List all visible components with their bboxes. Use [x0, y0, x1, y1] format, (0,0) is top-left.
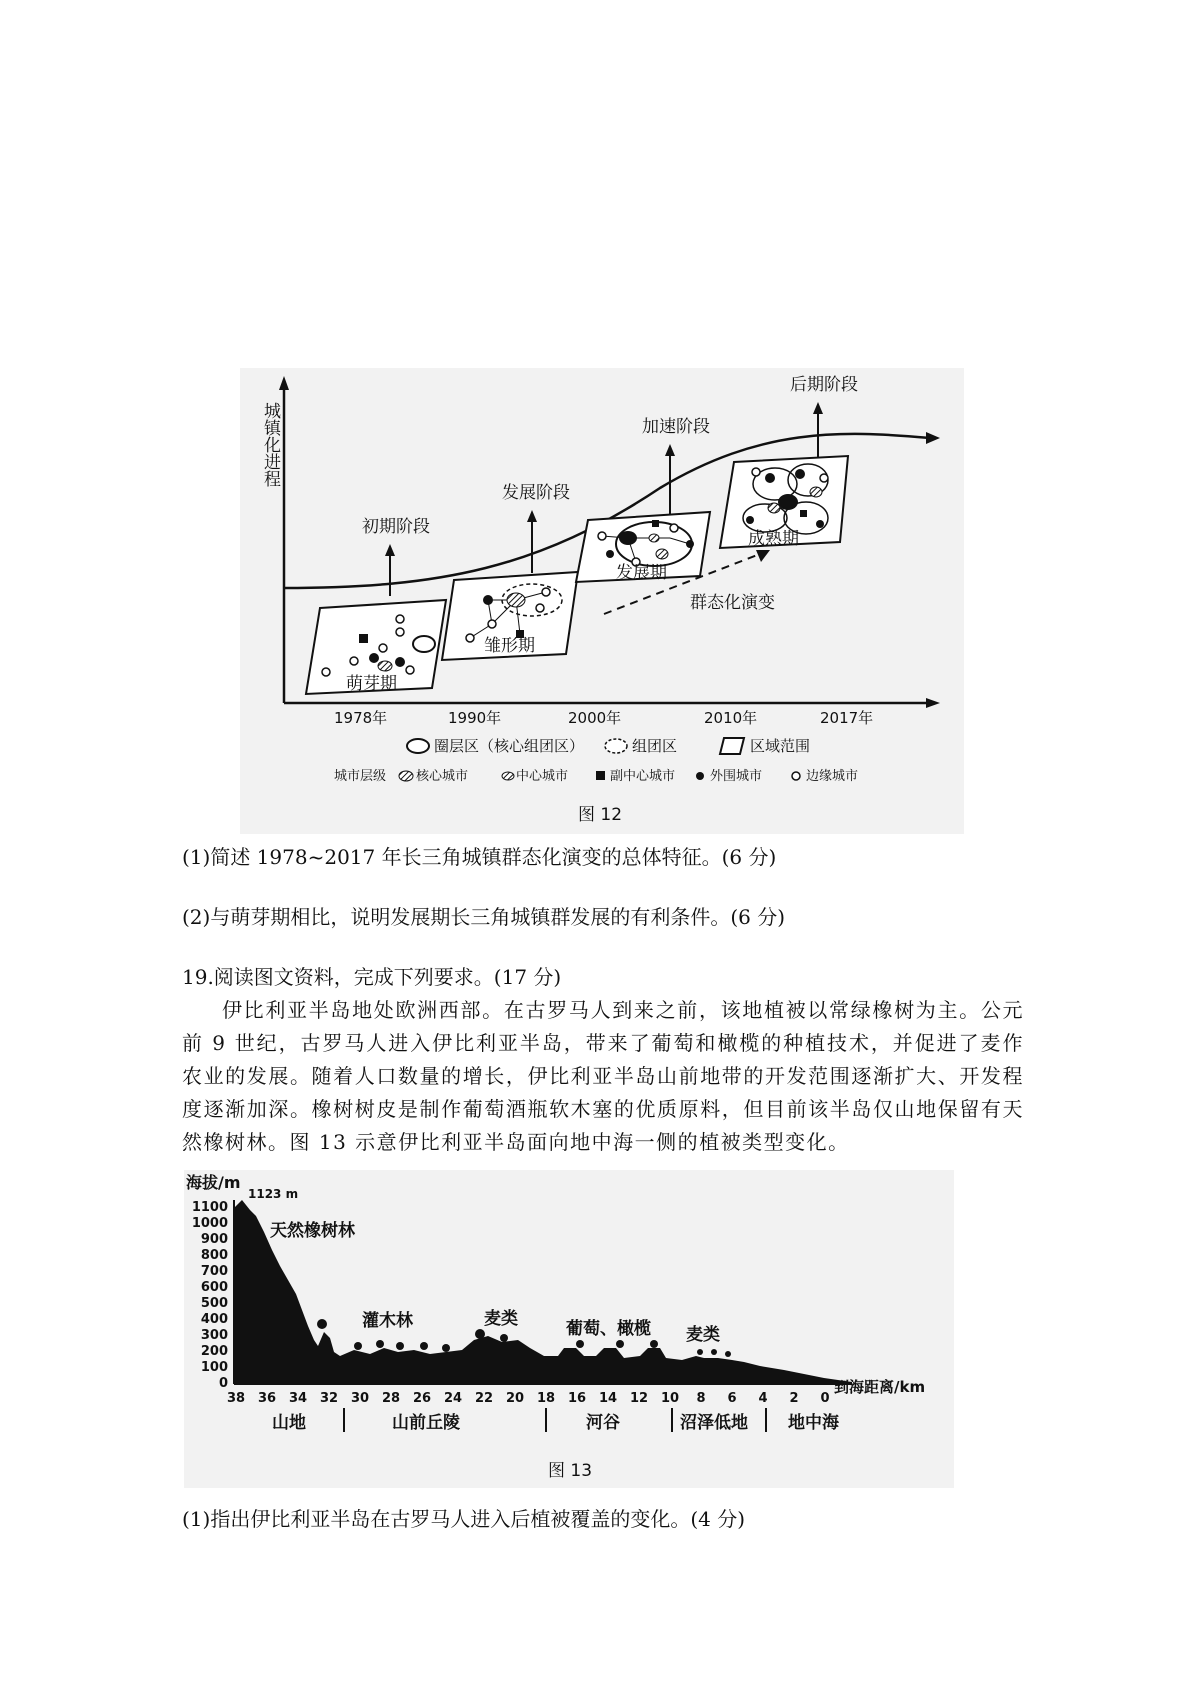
y-tick: 1000 — [191, 1216, 228, 1231]
x-tick: 20 — [505, 1391, 525, 1406]
q19-paragraph: 伊比利亚半岛地处欧洲西部。在古罗马人到来之前，该地植被以常绿橡树为主。公元前 9 世纪，古罗马人进入伊比利亚半岛，带来了葡萄和橄榄的种植技术，并促进了麦作农业的发展。随着人口数量的增长，伊比利亚半岛山前地带的开发范围逐渐扩大、开发程度逐渐加深。橡树树皮是制作葡萄酒瓶软木塞的优质原料，但目前该半岛仅山地保留有天然橡树林。图 13 示意伊比利亚半岛面向地中海一侧的植被类型变化。 — [182, 998, 1024, 1154]
legend-sub-center-city: 副中心城市 — [610, 769, 676, 784]
y-ticks — [192, 1200, 228, 1391]
x-axis-title: 到海距离/km — [834, 1378, 926, 1396]
veg-oak-forest: 天然橡树林 — [270, 1221, 355, 1241]
y-tick: 900 — [200, 1232, 228, 1247]
y-tick: 800 — [200, 1248, 228, 1263]
zone-foothills: 山前丘陵 — [392, 1413, 460, 1433]
legend-peripheral-city: 外围城市 — [710, 769, 763, 784]
y-tick: 1100 — [191, 1200, 228, 1215]
q19-part1: (1)指出伊比利亚半岛在古罗马人进入后植被覆盖的变化。(4 分) — [182, 1507, 746, 1531]
stage-4-label: 后期阶段 — [790, 375, 858, 395]
x-tick: 14 — [598, 1391, 618, 1406]
x-tick: 2 — [789, 1391, 799, 1406]
legend-city-level-title: 城市层级 — [334, 769, 387, 784]
year-2017: 2017年 — [820, 709, 874, 727]
legend-cluster-zone: 组团区 — [632, 737, 678, 755]
veg-wheat-1: 麦类 — [484, 1309, 518, 1329]
y-axis-title: 海拔/m — [186, 1173, 241, 1192]
x-tick: 34 — [288, 1391, 308, 1406]
curve-arrow — [926, 432, 940, 444]
x-tick: 16 — [567, 1391, 587, 1406]
figure-13-caption: 图 13 — [547, 1461, 593, 1481]
x-tick: 6 — [727, 1391, 737, 1406]
year-1990: 1990年 — [448, 709, 502, 727]
y-tick: 600 — [200, 1280, 228, 1295]
figure-12-caption: 图 12 — [577, 805, 623, 825]
year-2010: 2010年 — [704, 709, 758, 727]
x-tick: 10 — [660, 1391, 680, 1406]
x-tick: 18 — [536, 1391, 556, 1406]
period-embryonic: 雏形期 — [484, 636, 535, 656]
y-tick: 700 — [200, 1264, 228, 1279]
trend-label: 群态化演变 — [690, 593, 775, 613]
x-tick: 22 — [474, 1391, 494, 1406]
zone-sea: 地中海 — [788, 1413, 839, 1433]
x-tick: 28 — [381, 1391, 401, 1406]
y-tick: 400 — [200, 1312, 228, 1327]
x-tick: 8 — [696, 1391, 706, 1406]
x-tick: 32 — [319, 1391, 339, 1406]
period-mature: 成熟期 — [748, 529, 799, 549]
peak-label: 1123 m — [248, 1187, 299, 1201]
y-tick: 500 — [200, 1296, 228, 1311]
legend-edge-city: 边缘城市 — [806, 769, 859, 784]
stage-1-label: 初期阶段 — [362, 517, 430, 537]
figure-13-svg — [184, 1170, 954, 1488]
figure-12 — [240, 368, 964, 834]
legend-circle-zone: 圈层区（核心组团区） — [434, 737, 585, 755]
x-tick: 38 — [226, 1391, 246, 1406]
x-tick: 12 — [629, 1391, 649, 1406]
veg-grape-olive: 葡萄、橄榄 — [566, 1319, 651, 1339]
legend-region: 区域范围 — [750, 737, 811, 755]
q18-part2: (2)与萌芽期相比，说明发展期长三角城镇群发展的有利条件。(6 分) — [182, 905, 786, 929]
x-tick: 0 — [820, 1391, 830, 1406]
figure-12-svg — [240, 368, 964, 834]
period-sprout: 萌芽期 — [346, 674, 397, 694]
year-2000: 2000年 — [568, 709, 622, 727]
figure-13 — [184, 1170, 954, 1488]
veg-shrub: 灌木林 — [362, 1311, 413, 1331]
y-axis-label: 城镇化进程 — [260, 402, 280, 487]
zone-marsh: 沼泽低地 — [680, 1413, 748, 1433]
stage-3-label: 加速阶段 — [642, 417, 710, 437]
x-tick: 36 — [257, 1391, 277, 1406]
veg-wheat-2: 麦类 — [686, 1325, 720, 1345]
x-axis-arrow — [926, 698, 940, 708]
year-1978: 1978年 — [334, 709, 388, 727]
x-ticks — [227, 1391, 830, 1406]
zone-mountain: 山地 — [272, 1413, 306, 1433]
x-tick: 30 — [350, 1391, 370, 1406]
x-tick: 4 — [758, 1391, 768, 1406]
zone-valley: 河谷 — [586, 1413, 620, 1433]
legend-core-city: 核心城市 — [416, 769, 469, 784]
period-developing: 发展期 — [616, 563, 667, 583]
stage-2-label: 发展阶段 — [502, 483, 570, 503]
y-tick: 100 — [200, 1360, 228, 1375]
y-tick: 300 — [200, 1328, 228, 1343]
y-axis-arrow — [279, 376, 289, 390]
q19-title: 19.阅读图文资料，完成下列要求。(17 分) — [182, 965, 562, 989]
y-tick: 200 — [200, 1344, 228, 1359]
x-tick: 24 — [443, 1391, 463, 1406]
legend-center-city: 中心城市 — [516, 769, 569, 784]
y-tick: 0 — [218, 1376, 228, 1391]
x-tick: 26 — [412, 1391, 432, 1406]
q18-part1: (1)简述 1978~2017 年长三角城镇群态化演变的总体特征。(6 分) — [182, 845, 777, 869]
